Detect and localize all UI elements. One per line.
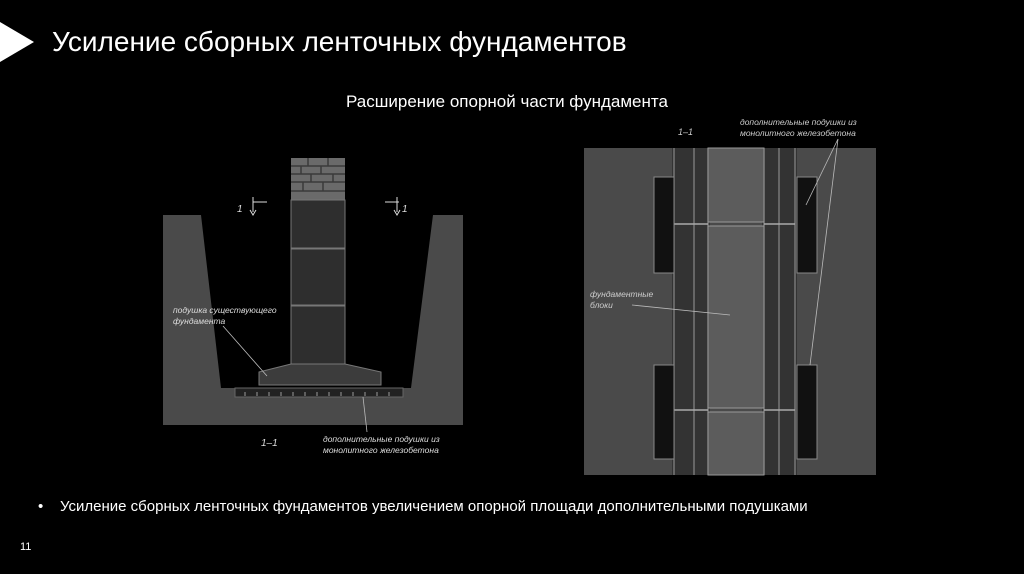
plan-label-blocks-line2: блоки [590, 300, 613, 310]
brick-wall [291, 158, 345, 200]
foundation-plan-drawing [580, 115, 880, 477]
bullet-item [38, 498, 808, 515]
foundation-section-drawing [163, 150, 463, 460]
plan-foundation-block-1 [708, 148, 764, 222]
plan-foundation-block-2 [708, 226, 764, 408]
bullet-text: Усиление сборных ленточных фундаментов увеличением опорной площади дополнительными подушками [60, 498, 808, 515]
label-existing-pad-line2: фундамента [173, 316, 226, 326]
plan-label-new-pads-line2: монолитного железобетона [740, 128, 856, 138]
plan-foundation-block-3 [708, 412, 764, 475]
bullet-dot-icon: • [38, 498, 44, 515]
label-new-pads-line2: монолитного железобетона [323, 445, 439, 455]
page-number: 11 [20, 541, 32, 553]
additional-pad-strip [235, 388, 403, 397]
existing-foundation-pad [259, 364, 381, 385]
leader-existing-pad [223, 326, 267, 376]
foundation-block-bottom [291, 306, 345, 364]
plan-label-new-pads-line1: дополнительные подушки из [740, 117, 857, 127]
bullet-list [38, 498, 808, 515]
slide-title: Усиление сборных ленточных фундаментов [52, 26, 627, 57]
label-new-pads-line1: дополнительные подушки из [323, 434, 440, 444]
plan-new-pad-bottom-right [797, 365, 817, 459]
cut-marker-right-icon [385, 197, 400, 215]
label-existing-pad-line1: подушка существующего [173, 305, 277, 315]
cut-mark-left: 1 [237, 204, 243, 215]
plan-new-pad-top-left [654, 177, 674, 273]
plan-section-label: 1–1 [678, 127, 694, 137]
plan-label-blocks-line1: фундаментные [590, 289, 654, 299]
plan-new-pad-bottom-left [654, 365, 674, 459]
cut-marker-left-icon [250, 197, 267, 215]
plan-new-pad-top-right [797, 177, 817, 273]
section-label: 1–1 [261, 438, 278, 449]
foundation-block-top [291, 200, 345, 248]
cut-mark-right: 1 [402, 204, 408, 215]
slide-subtitle: Расширение опорной части фундамента [346, 92, 668, 111]
plan-pad-band-left [672, 148, 710, 475]
foundation-block-middle [291, 249, 345, 305]
corner-triangle-icon [0, 22, 34, 62]
